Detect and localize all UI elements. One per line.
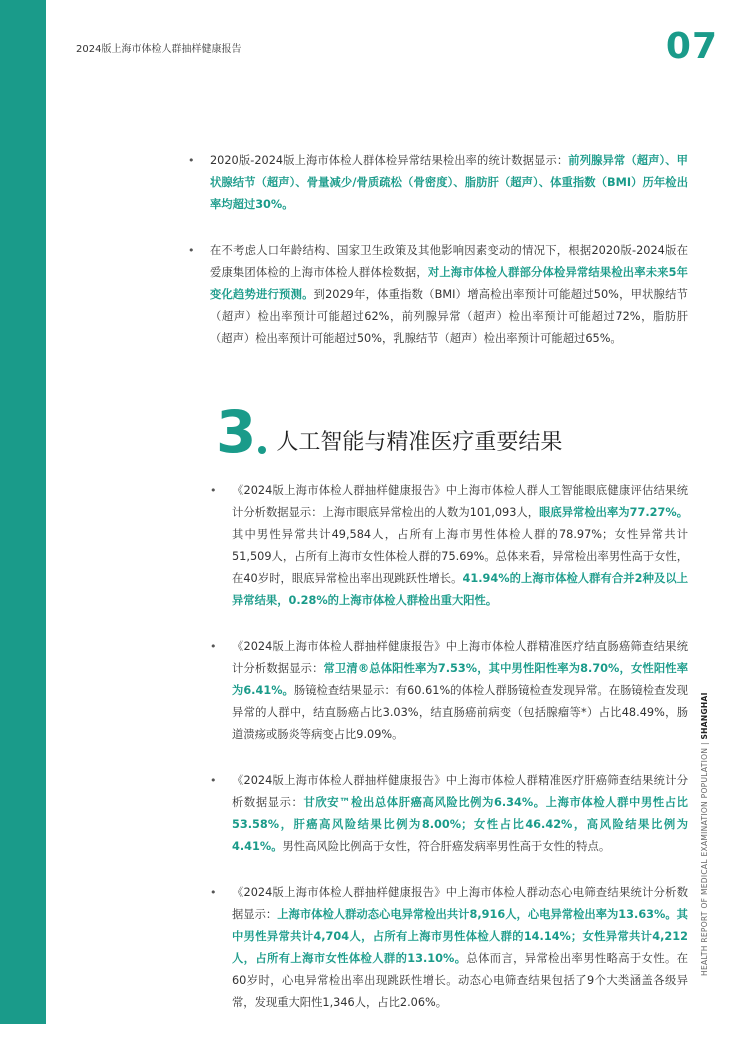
bullet-item [232, 636, 688, 746]
report-header-title: 2024版上海市体检人群抽样健康报告 [76, 44, 242, 55]
section-dot-icon [258, 446, 266, 454]
bullet-item [210, 240, 688, 350]
body-text: 在不考虑人口年龄结构、国家卫生政策及其他影响因素变动的情况下，根据2020版-2024版在爱康集团体检的上海市体检人群体检数据， [210, 244, 688, 279]
top-bullet-list [210, 150, 688, 350]
body-text: 男性高风险比例高于女性，符合肝癌发病率男性高于女性的特点。 [282, 840, 611, 853]
highlighted-text: 前列腺异常（超声）、甲状腺结节（超声）、骨量减少/骨质疏松（骨密度）、脂肪肝（超声）、体重指数（BMI）历年检出率均超过30%。 [210, 154, 688, 211]
section-heading [216, 398, 563, 466]
body-text: 《2024版上海市体检人群抽样健康报告》中上海市体检人群动态心电筛查结果统计分析数据显示： [232, 886, 688, 921]
page-number: 07 [665, 26, 718, 67]
section-bullet-list [232, 480, 688, 1014]
body-text: 《2024版上海市体检人群抽样健康报告》中上海市体检人群人工智能眼底健康评估结果统计分析数据显示：上海市眼底异常检出的人数为101,093人， [232, 484, 688, 519]
body-text: 《2024版上海市体检人群抽样健康报告》中上海市体检人群精准医疗肝癌筛查结果统计分析数据显示： [232, 774, 688, 809]
body-text: 2020版-2024版上海市体检人群体检异常结果检出率的统计数据显示： [210, 154, 569, 167]
highlighted-text: 眼底异常检出率为77.27%。 [539, 506, 688, 519]
bullet-item [232, 882, 688, 1014]
section-number: 3 [216, 398, 257, 466]
highlighted-text: 甘欣安™检出总体肝癌高风险比例为6.34%。上海市体检人群中男性占比53.58%，肝癌高风险结果比例为8.00%；女性占比46.42%，高风险结果比例为4.41%。 [232, 796, 688, 853]
top-bullet-section [210, 150, 688, 374]
bullet-item [210, 150, 688, 216]
side-label-prefix: HEALTH REPORT OF MEDICAL EXAMINATION POPULATION | [700, 739, 709, 976]
highlighted-text: 上海市体检人群动态心电异常检出共计8,916人，心电异常检出率为13.63%。其中男性异常共计4,704人，占所有上海市男性体检人群的14.14%；女性异常共计4,212人，占所有上海市女性体检人群的13.10%。 [232, 908, 688, 965]
highlighted-text: 41.94%的上海市体检人群有合并2种及以上异常结果，0.28%的上海市体检人群检出重大阳性。 [232, 572, 688, 607]
highlighted-text: 常卫清®总体阳性率为7.53%，其中男性阳性率为8.70%，女性阳性率为6.41%。 [232, 662, 688, 697]
body-text: 肠镜检查结果显示：有60.61%的体检人群肠镜检查发现异常。在肠镜检查发现异常的人群中，结直肠癌占比3.03%，结直肠癌前病变（包括腺瘤等*）占比48.49%，肠道溃疡或肠炎等病变占比9.09%。 [232, 684, 688, 741]
side-label-city: SHANGHAI [700, 692, 709, 740]
body-text: 总体而言，异常检出率男性略高于女性。在60岁时，心电异常检出率出现跳跃性增长。动态心电筛查结果包括了9个大类涵盖各级异常，发现重大阳性1,346人，占比2.06%。 [232, 952, 688, 1009]
body-text: 《2024版上海市体检人群抽样健康报告》中上海市体检人群精准医疗结直肠癌筛查结果统计分析数据显示： [232, 640, 688, 675]
left-accent-bar [0, 0, 46, 1024]
section-bullet-section [232, 480, 688, 1038]
bullet-item [232, 770, 688, 858]
bullet-item [232, 480, 688, 612]
body-text: 到2029年，体重指数（BMI）增高检出率预计可能超过50%，甲状腺结节（超声）检出率预计可能超过62%，前列腺异常（超声）检出率预计可能超过72%，脂肪肝（超声）检出率预计可能超过50%，乳腺结节（超声）检出率预计可能超过65%。 [210, 288, 688, 345]
section-title: 人工智能与精准医疗重要结果 [276, 430, 563, 455]
body-text: 其中男性异常共计49,584人，占所有上海市男性体检人群的78.97%；女性异常共计51,509人，占所有上海市女性体检人群的75.69%。总体来看，异常检出率男性高于女性，在40岁时，眼底异常检出率出现跳跃性增长。 [232, 528, 688, 585]
highlighted-text: 对上海市体检人群部分体检异常结果检出率未来5年变化趋势进行预测。 [210, 266, 688, 301]
side-vertical-label [700, 692, 709, 976]
